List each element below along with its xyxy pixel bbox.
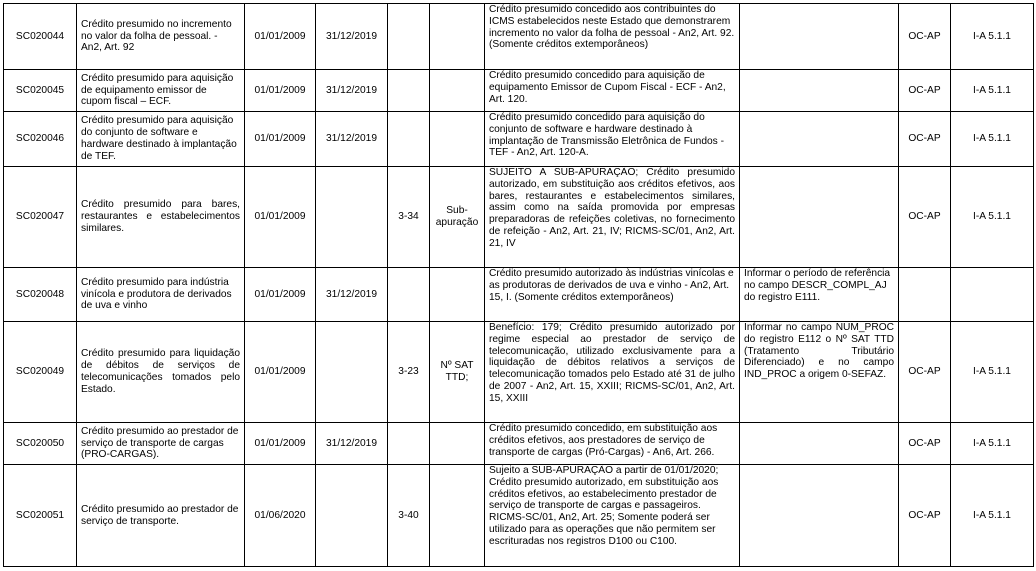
obligation-cell <box>899 268 951 322</box>
name-cell: Crédito presumido para liquidação de débitos de serviços de telecomunicações tomados pelo Estado. <box>77 322 245 423</box>
code-cell: SC020047 <box>4 167 77 268</box>
end-date-cell <box>316 167 388 268</box>
observation-cell: Informar no campo NUM_PROC do registro E112 o Nº SAT TTD (Tratamento Tributário Diferenciado) e no campo IND_PROC a origem 0-SEFAZ. <box>740 322 899 423</box>
ref-code-cell <box>388 112 430 167</box>
reference-cell: I-A 5.1.1 <box>951 423 1034 465</box>
observation-cell <box>740 112 899 167</box>
name-cell: Crédito presumido para aquisição de equipamento emissor de cupom fiscal – ECF. <box>77 70 245 112</box>
obligation-cell: OC-AP <box>899 4 951 70</box>
code-cell: SC020046 <box>4 112 77 167</box>
start-date-cell: 01/01/2009 <box>245 70 316 112</box>
name-cell: Crédito presumido ao prestador de serviço de transporte de cargas (PRO-CARGAS). <box>77 423 245 465</box>
code-cell: SC020050 <box>4 423 77 465</box>
table-row <box>4 167 1034 268</box>
sub-type-cell <box>430 423 485 465</box>
reference-cell: I-A 5.1.1 <box>951 112 1034 167</box>
obligation-cell: OC-AP <box>899 112 951 167</box>
ref-code-cell <box>388 423 430 465</box>
sub-type-cell <box>430 70 485 112</box>
reference-cell <box>951 268 1034 322</box>
observation-cell <box>740 465 899 567</box>
sub-type-cell <box>430 4 485 70</box>
sub-type-cell: Nº SAT TTD; <box>430 322 485 423</box>
ref-code-cell <box>388 70 430 112</box>
end-date-cell <box>316 465 388 567</box>
description-cell: Crédito presumido concedido, em substituição aos créditos efetivos, aos prestadores de serviço de transporte de cargas (Pró-Cargas) - An6, Art. 266. <box>485 423 740 465</box>
table-row <box>4 423 1034 465</box>
start-date-cell: 01/01/2009 <box>245 322 316 423</box>
reference-cell: I-A 5.1.1 <box>951 4 1034 70</box>
end-date-cell: 31/12/2019 <box>316 4 388 70</box>
table-row <box>4 322 1034 423</box>
code-cell: SC020049 <box>4 322 77 423</box>
description-cell: SUJEITO A SUB-APURAÇÃO; Crédito presumido autorizado, em substituição aos créditos efetivos, aos bares, restaurantes e estabelecimentos similares, assim como na saída promovida por empresas preparadoras de refeições coletivas, no fornecimento de refeição - An2, Art. 21, IV; RICMS-SC/01, An2, Art. 21, IV <box>485 167 740 268</box>
code-cell: SC020044 <box>4 4 77 70</box>
reference-cell: I-A 5.1.1 <box>951 70 1034 112</box>
sub-type-cell <box>430 465 485 567</box>
start-date-cell: 01/06/2020 <box>245 465 316 567</box>
reference-cell: I-A 5.1.1 <box>951 167 1034 268</box>
ref-code-cell: 3-23 <box>388 322 430 423</box>
end-date-cell: 31/12/2019 <box>316 70 388 112</box>
reference-cell: I-A 5.1.1 <box>951 322 1034 423</box>
table-row <box>4 4 1034 70</box>
sub-type-cell <box>430 112 485 167</box>
end-date-cell: 31/12/2019 <box>316 423 388 465</box>
observation-cell <box>740 4 899 70</box>
name-cell: Crédito presumido no incremento no valor da folha de pessoal. - An2, Art. 92 <box>77 4 245 70</box>
end-date-cell: 31/12/2019 <box>316 268 388 322</box>
reference-cell: I-A 5.1.1 <box>951 465 1034 567</box>
name-cell: Crédito presumido ao prestador de serviço de transporte. <box>77 465 245 567</box>
ref-code-cell: 3-34 <box>388 167 430 268</box>
table-row <box>4 70 1034 112</box>
ref-code-cell <box>388 268 430 322</box>
description-cell: Crédito presumido autorizado às indústrias vinícolas e as produtoras de derivados de uva e vinho - An2, Art. 15, I. (Somente créditos extemporâneos) <box>485 268 740 322</box>
end-date-cell <box>316 322 388 423</box>
start-date-cell: 01/01/2009 <box>245 167 316 268</box>
code-cell: SC020048 <box>4 268 77 322</box>
obligation-cell: OC-AP <box>899 70 951 112</box>
start-date-cell: 01/01/2009 <box>245 423 316 465</box>
table-row <box>4 465 1034 567</box>
description-cell: Crédito presumido concedido para aquisição do conjunto de software e hardware destinado à implantação de Transmissão Eletrônica de Fundos - TEF - An2, Art. 120-A. <box>485 112 740 167</box>
start-date-cell: 01/01/2009 <box>245 112 316 167</box>
description-cell: Crédito presumido concedido para aquisição de equipamento Emissor de Cupom Fiscal - ECF - An2, Art. 120. <box>485 70 740 112</box>
obligation-cell: OC-AP <box>899 465 951 567</box>
observation-cell <box>740 167 899 268</box>
description-cell: Sujeito a SUB-APURAÇÃO a partir de 01/01/2020; Crédito presumido autorizado, em substituição aos créditos efetivos, ao estabelecimento prestador de serviço de transporte de cargas e passageiros. RICMS-SC/01, An2, Art. 25; Somente poderá ser utilizado para as operações que não permitem ser escrituradas nos registros D100 ou C100. <box>485 465 740 567</box>
obligation-cell: OC-AP <box>899 423 951 465</box>
code-cell: SC020045 <box>4 70 77 112</box>
observation-cell: Informar o período de referência no campo DESCR_COMPL_AJ do registro E111. <box>740 268 899 322</box>
description-cell: Crédito presumido concedido aos contribuintes do ICMS estabelecidos neste Estado que demonstrarem incremento no valor da folha de pessoal - An2, Art. 92. (Somente créditos extemporâneos) <box>485 4 740 70</box>
table-row <box>4 268 1034 322</box>
start-date-cell: 01/01/2009 <box>245 268 316 322</box>
name-cell: Crédito presumido para bares, restaurantes e estabelecimentos similares. <box>77 167 245 268</box>
description-cell: Benefício: 179; Crédito presumido autorizado por regime especial ao prestador de serviço de telecomunicação, utilizado exclusivamente para a liquidação de débitos relativos a serviços de telecomunicação tomados pelo Estado até 31 de julho de 2007 - An2, Art. 15, XXIII; RICMS-SC/01, An2, Art. 15, XXIII <box>485 322 740 423</box>
obligation-cell: OC-AP <box>899 322 951 423</box>
sub-type-cell <box>430 268 485 322</box>
ref-code-cell <box>388 4 430 70</box>
table-row <box>4 112 1034 167</box>
sub-type-cell: Sub-apuração <box>430 167 485 268</box>
benefit-codes-table <box>3 3 1034 567</box>
code-cell: SC020051 <box>4 465 77 567</box>
name-cell: Crédito presumido para aquisição do conjunto de software e hardware destinado à implantação de TEF. <box>77 112 245 167</box>
start-date-cell: 01/01/2009 <box>245 4 316 70</box>
ref-code-cell: 3-40 <box>388 465 430 567</box>
observation-cell <box>740 423 899 465</box>
end-date-cell: 31/12/2019 <box>316 112 388 167</box>
observation-cell <box>740 70 899 112</box>
name-cell: Crédito presumido para indústria vinícola e produtora de derivados de uva e vinho <box>77 268 245 322</box>
obligation-cell: OC-AP <box>899 167 951 268</box>
